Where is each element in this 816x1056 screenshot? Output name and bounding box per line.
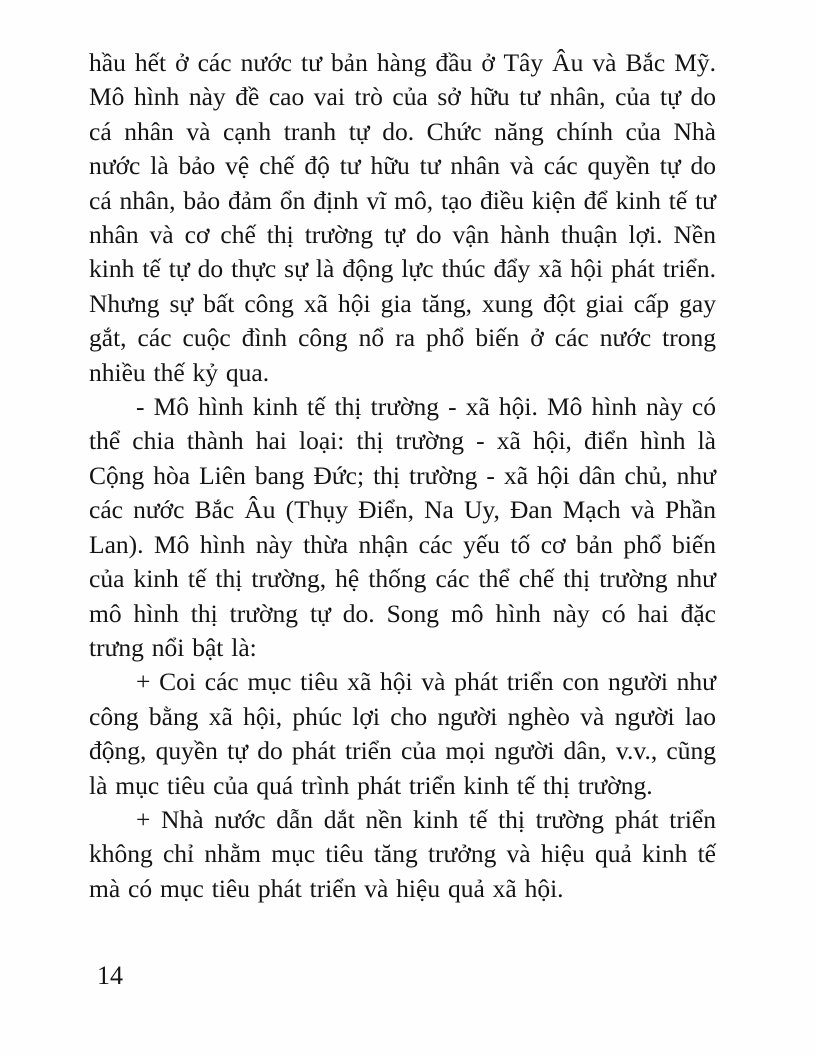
paragraph-plus-item-state-guidance: + Nhà nước dẫn dắt nền kinh tế thị trường phát triển không chỉ nhằm mục tiêu tăng trưởng và hiệu quả kinh tế mà có mục tiêu phát triển và hiệu quả xã hội. xyxy=(89,804,716,903)
paragraph-plus-item-social-goals: + Coi các mục tiêu xã hội và phát triển con người như công bằng xã hội, phúc lợi cho người nghèo và người lao động, quyền tự do phát triển của mọi người dân, v.v., cũng là mục tiêu của quá trình phát triển kinh tế thị trường. xyxy=(89,667,716,800)
page-body-text xyxy=(89,46,716,906)
paragraph-dash-item-market-social-model: - Mô hình kinh tế thị trường - xã hội. Mô hình này có thể chia thành hai loại: thị trường - xã hội, điển hình là Cộng hòa Liên bang Đức; thị trường - xã hội dân chủ, như các nước Bắc Âu (Thụy Điển, Na Uy, Đan Mạch và Phần Lan). Mô hình này thừa nhận các yếu tố cơ bản phổ biến của kinh tế thị trường, hệ thống các thể chế thị trường như mô hình thị trường tự do. Song mô hình này có hai đặc trưng nổi bật là: xyxy=(89,392,716,662)
page-number: 14 xyxy=(97,961,123,990)
paragraph-continuation: hầu hết ở các nước tư bản hàng đầu ở Tây Âu và Bắc Mỹ. Mô hình này đề cao vai trò của sở hữu tư nhân, của tự do cá nhân và cạnh tranh tự do. Chức năng chính của Nhà nước là bảo vệ chế độ tư hữu tư nhân và các quyền tự do cá nhân, bảo đảm ổn định vĩ mô, tạo điều kiện để kinh tế tư nhân và cơ chế thị trường tự do vận hành thuận lợi. Nền kinh tế tự do thực sự là động lực thúc đẩy xã hội phát triển. Nhưng sự bất công xã hội gia tăng, xung đột giai cấp gay gắt, các cuộc đình công nổ ra phổ biến ở các nước trong nhiều thế kỷ qua. xyxy=(89,48,716,387)
